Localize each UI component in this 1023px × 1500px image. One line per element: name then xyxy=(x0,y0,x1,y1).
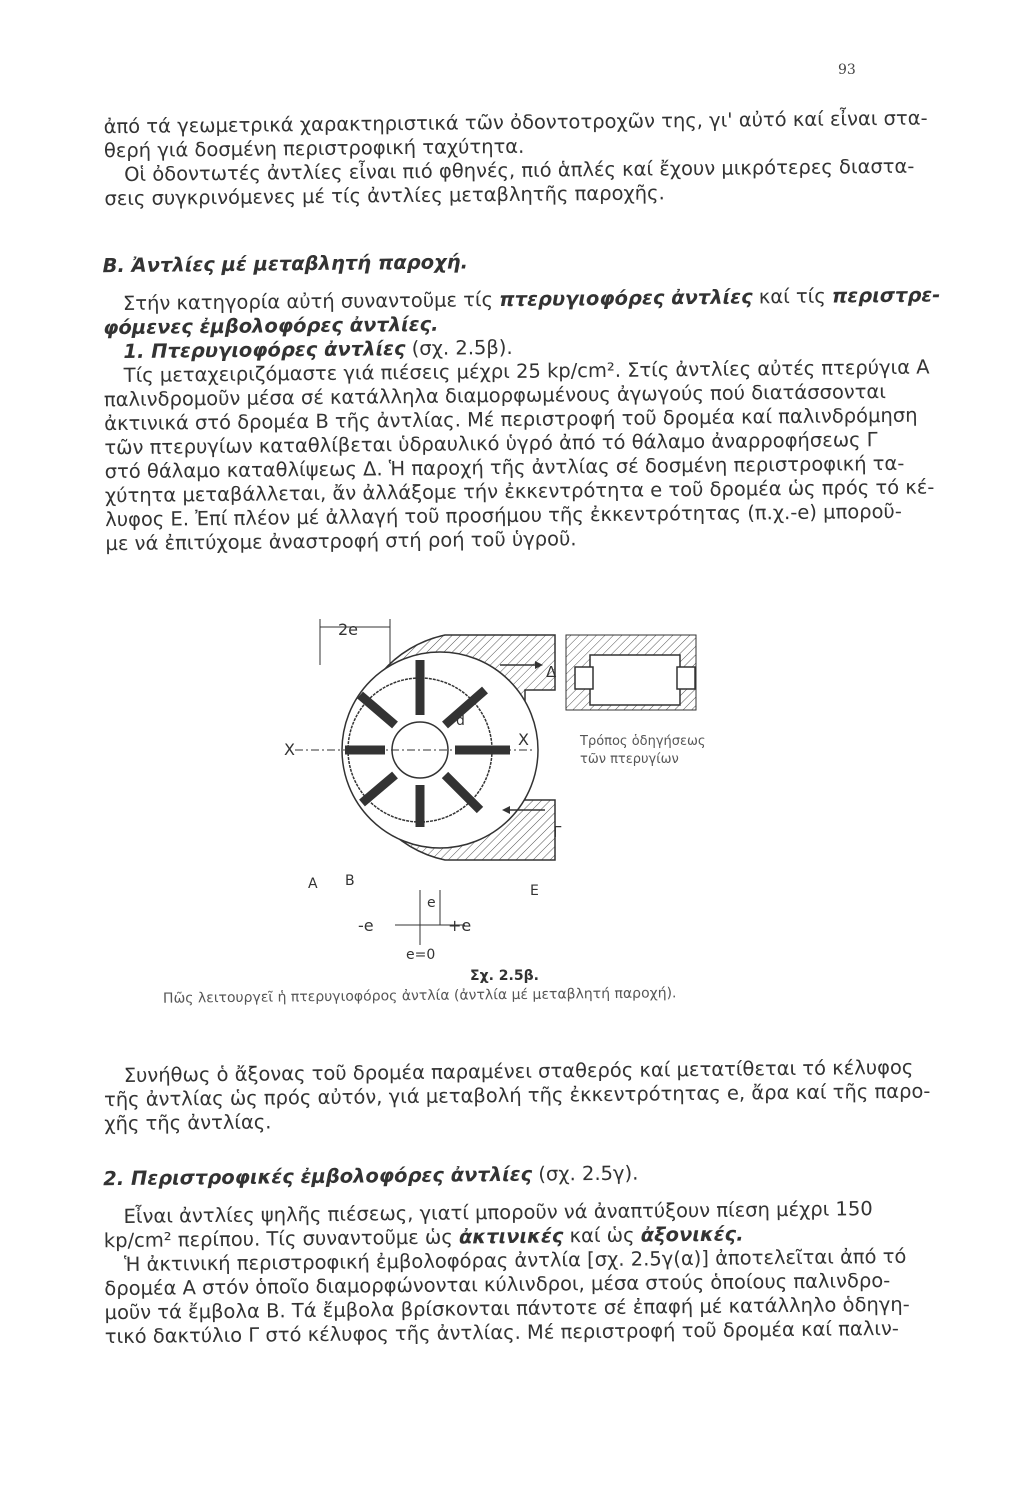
text-line: μοῦν τά ἔμβολα Β. Τά ἔμβολα βρίσκονται πάντοτε σέ ἐπαφή μέ κατάλληλο ὁδηγη- xyxy=(104,1292,910,1325)
text-line: Ἡ ἀκτινική περιστροφική ἐμβολοφόρας ἀντλία [σχ. 2.5γ(α)] ἀποτελεῖται ἀπό τό xyxy=(123,1244,907,1276)
figure-ref: (σχ. 2.5β). xyxy=(405,335,513,361)
label-d: d xyxy=(456,713,465,729)
text-line: λυφος Ε. Ἐπί πλέον μέ ἀλλαγή τοῦ προσήμου τῆς ἐκκεντρότητας (π.χ.-e) μποροῦ- xyxy=(105,499,902,532)
vane-pump-diagram xyxy=(270,605,770,975)
text-line: τικό δακτύλιο Γ στό κέλυφος τῆς ἀντλίας. Μέ περιστροφή τοῦ δρομέα καί παλιν- xyxy=(104,1316,899,1349)
label-b: Β xyxy=(345,873,355,889)
term-rotary-piston: περιστρε- xyxy=(831,283,941,308)
text-line: Εἶναι ἀντλίες ψηλῆς πιέσεως, γιατί μποροῦν νά ἀναπτύξουν πίεση μέχρι 150 xyxy=(123,1197,873,1228)
text-line: παλινδρομοῦν μέσα σέ κατάλληλα διαμορφωμένους ἀγωγούς πού διατάσσονται xyxy=(103,380,887,412)
vane-guide-detail xyxy=(566,635,706,767)
text-fragment: Στήν κατηγορία αὐτή συναντοῦμε τίς xyxy=(122,288,500,315)
dimension-2e xyxy=(320,619,390,665)
text-line: ἀπό τά γεωμετρικά χαρακτηριστικά τῶν ὀδοντοτροχῶν της, γι' αὐτό καί εἶναι στα- xyxy=(103,106,928,139)
section-title: 2. Περιστροφικές ἐμβολοφόρες ἀντλίες xyxy=(103,1162,533,1191)
text-line: Τίς μεταχειριζόμαστε γιά πιέσεις μέχρι 25 kp/cm². Στίς ἀντλίες αὐτές πτερύγια Α xyxy=(123,355,930,387)
term-vane-pumps: πτερυγιοφόρες ἀντλίες xyxy=(499,285,753,312)
text-line: τῆς ἀντλίας ὡς πρός αὐτόν, γιά μεταβολή τῆς ἐκκεντρότητας e, ἄρα καί τῆς παρο- xyxy=(103,1079,931,1112)
text-line: Οἱ ὀδοντωτές ἀντλίες εἶναι πιό φθηνές, πιό ἁπλές καί ἔχουν μικρότερες διαστα- xyxy=(124,154,915,186)
label-x-right: X xyxy=(518,730,529,749)
label-x-left: X xyxy=(284,740,295,759)
text-line: σεις συγκρινόμενες μέ τίς ἀντλίες μεταβλητῆς παροχῆς. xyxy=(104,181,665,211)
text-fragment: καί ὡς xyxy=(563,1223,641,1248)
text-fragment: καί τίς xyxy=(752,284,833,309)
label-e-housing: Ε xyxy=(530,883,539,899)
text-line: Συνήθως ὁ ἄξονας τοῦ δρομέα παραμένει σταθερός καί μετατίθεται τό κέλυφος xyxy=(123,1055,914,1087)
intro-paragraph xyxy=(103,106,928,211)
text-line: τῶν πτερυγίων καταθλίβεται ὑδραυλικό ὑγρό ἀπό τό θάλαμο ἀναρροφήσεως Γ xyxy=(104,428,878,460)
label-delta: Δ xyxy=(546,663,557,681)
text-line: θερή γιά δοσμένη περιστροφική ταχύτητα. xyxy=(103,134,525,163)
figure-number: Σχ. 2.5β. xyxy=(470,968,539,984)
label-e-zero: e=0 xyxy=(406,947,436,963)
text-line: με νά ἐπιτύχομε ἀναστροφή στή ροή τοῦ ὑγροῦ. xyxy=(105,527,577,556)
guide-label-line1: Τρόπος ὁδηγήσεως xyxy=(580,734,706,749)
text-line: στό θάλαμο καταθλίψεως Δ. Ἡ παροχή τῆς ἀντλίας σέ δοσμένη περιστροφική τα- xyxy=(104,451,905,484)
label-a: Α xyxy=(308,876,318,892)
text-line: χύτητα μεταβάλλεται, ἄν ἀλλάξομε τήν ἐκκεντρότητα e τοῦ δρομέα ὡς πρός τό κέ- xyxy=(104,475,935,508)
eccentricity-scale xyxy=(358,890,471,963)
figure-caption: Πῶς λειτουργεῖ ἡ πτερυγιοφόρος ἀντλία (ἀντλία μέ μεταβλητή παροχή). xyxy=(162,985,677,1007)
section-2 xyxy=(103,1159,910,1349)
label-minus-e: -e xyxy=(358,916,374,935)
term-axial: ἀξονικές. xyxy=(640,1222,744,1247)
label-e-top: e xyxy=(427,895,436,911)
subsection-title: 1. Πτερυγιοφόρες ἀντλίες xyxy=(123,337,406,363)
text-line: ἀκτινικά στό δρομέα Β τῆς ἀντλίας. Μέ περιστροφή τοῦ δρομέα καί παλινδρόμηση xyxy=(104,403,918,436)
label-gamma: Γ xyxy=(553,823,562,841)
section-b-heading: Β. Ἀντλίες μέ μεταβλητή παροχή. xyxy=(102,250,469,278)
paragraph-shaft xyxy=(103,1055,931,1136)
label-2e: 2e xyxy=(338,620,359,639)
figure-ref: (σχ. 2.5γ). xyxy=(532,1161,639,1186)
guide-label-line2: τῶν πτερυγίων xyxy=(580,752,679,767)
text-fragment: kp/cm² περίπου. Τίς συναντοῦμε ὡς xyxy=(103,1225,460,1253)
text-line: φόμενες ἐμβολοφόρες ἀντλίες. xyxy=(103,312,439,340)
text-line: δρομέα Α στόν ὁποῖο διαμορφώνονται κύλινδροι, μέσα στούς ὁποίους παλινδρο- xyxy=(104,1268,891,1301)
label-plus-e: +e xyxy=(448,916,472,935)
page-number: 93 xyxy=(838,62,856,78)
section-b xyxy=(102,246,941,556)
term-radial: ἀκτινικές xyxy=(458,1224,564,1249)
text-line: χῆς τῆς ἀντλίας. xyxy=(104,1110,272,1136)
section-2-heading xyxy=(103,1159,903,1191)
